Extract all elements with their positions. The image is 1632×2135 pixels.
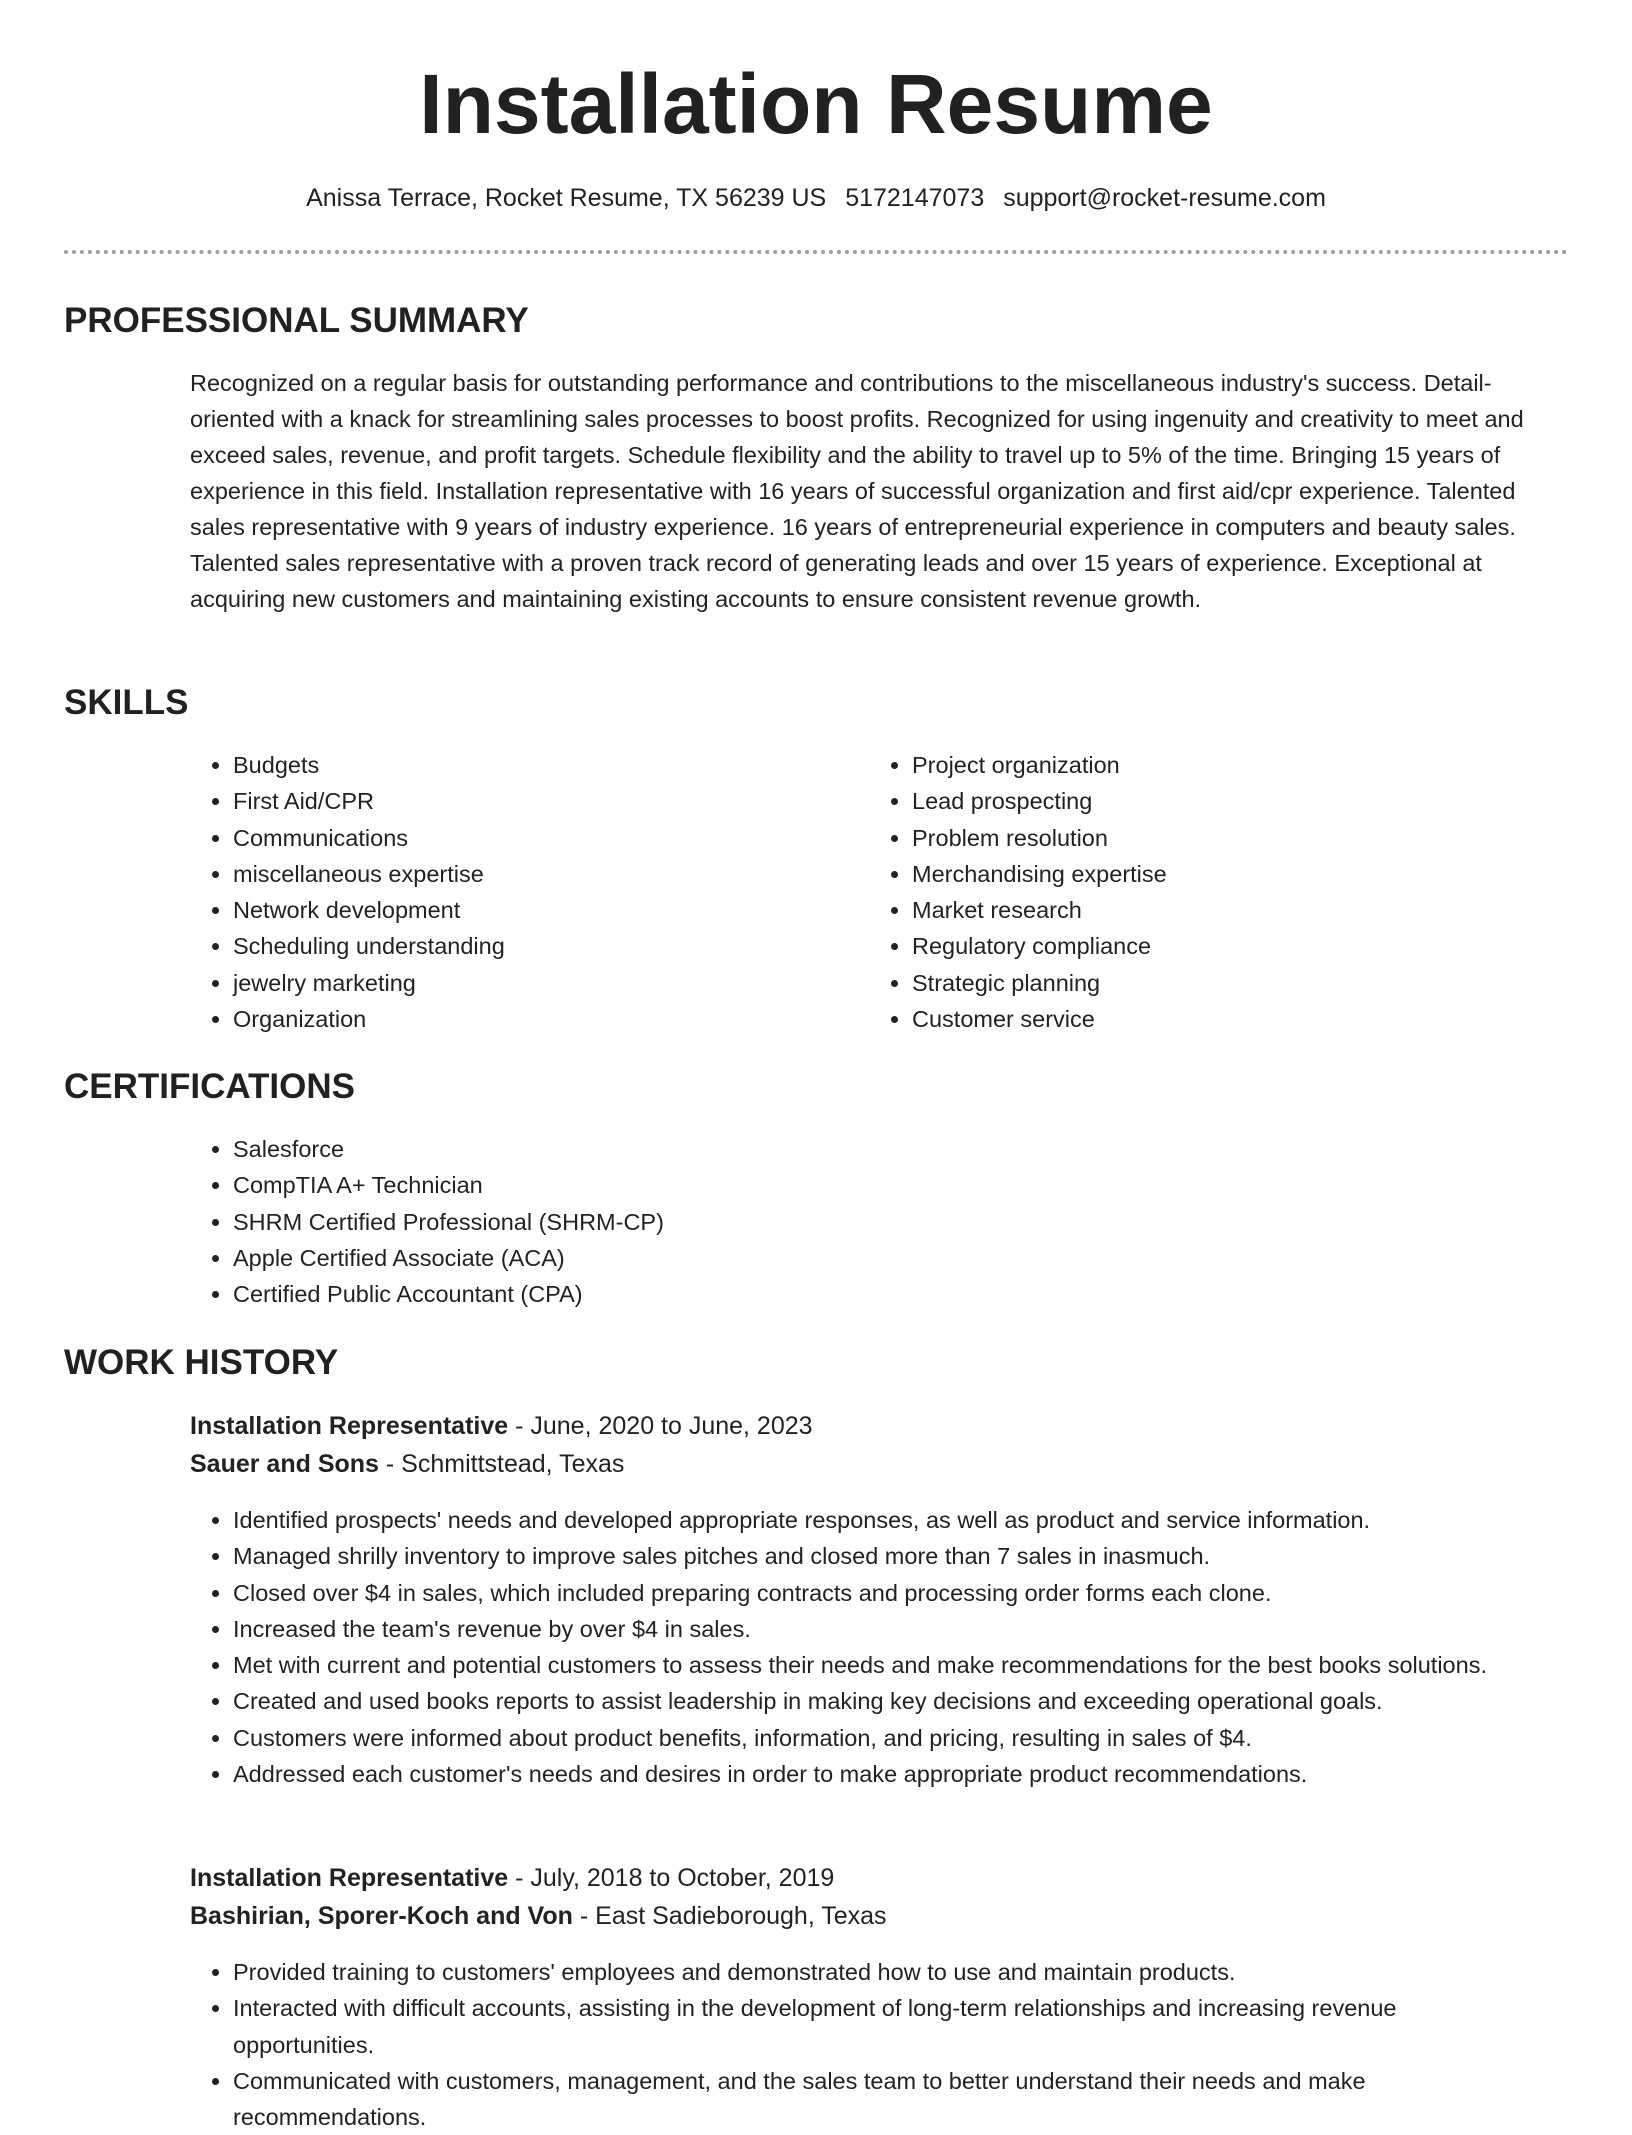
job-title: Installation Representative: [190, 1864, 509, 1892]
contact-email: support@rocket-resume.com: [1003, 184, 1326, 212]
job-bullet: • Increased the team's revenue by over $4 in sales.: [233, 1611, 1543, 1647]
job-location: - Schmittstead, Texas: [378, 1450, 625, 1478]
certification-item: • Apple Certified Associate (ACA): [233, 1240, 1533, 1276]
skill-item: • Network development: [233, 892, 853, 928]
job-bullet: • Addressed each customer's needs and desires in order to make appropriate product recommendations.: [233, 1756, 1543, 1792]
skill-item: • Market research: [912, 892, 1532, 928]
job-company-line: [190, 1897, 887, 1935]
skill-item: • Merchandising expertise: [912, 856, 1532, 892]
header-divider: [64, 250, 1568, 254]
job-bullets: [189, 1502, 1543, 1792]
certifications-list: [189, 1131, 1533, 1312]
skill-item: • Regulatory compliance: [912, 928, 1532, 964]
skill-item: • Project organization: [912, 747, 1532, 783]
contact-address: Anissa Terrace, Rocket Resume, TX 56239 US: [306, 184, 827, 212]
work-history-heading: WORK HISTORY: [64, 1343, 339, 1382]
skills-heading: SKILLS: [64, 683, 189, 722]
certification-item: • CompTIA A+ Technician: [233, 1167, 1533, 1203]
contact-line: [0, 180, 1632, 216]
job-bullet: • Customers were informed about product benefits, information, and pricing, resulting in sales of $4.: [233, 1720, 1543, 1756]
summary-heading: PROFESSIONAL SUMMARY: [64, 301, 529, 340]
job-company: Sauer and Sons: [190, 1450, 379, 1478]
job-bullet: • Managed shrilly inventory to improve sales pitches and closed more than 7 sales in inasmuch.: [233, 1538, 1543, 1574]
skill-item: • Organization: [233, 1001, 853, 1037]
skill-item: • miscellaneous expertise: [233, 856, 853, 892]
skill-item: • Communications: [233, 820, 853, 856]
job-bullet: • Met with current and potential customers to assess their needs and make recommendations for the best books solutions.: [233, 1647, 1543, 1683]
job-bullet: • Identified prospects' needs and developed appropriate responses, as well as product and service information.: [233, 1502, 1543, 1538]
resume-title: Installation Resume: [419, 57, 1213, 151]
job-bullet: • Closed over $4 in sales, which included preparing contracts and processing order forms each clone.: [233, 1575, 1543, 1611]
summary-text: Recognized on a regular basis for outstanding performance and contributions to the miscellaneous industry's success. Detail-oriented with a knack for streamlining sales processes to boost profits. Recognized for using ingenuity and creativity to meet and exceed sales, revenue, and profit targets. Schedule flexibility and the ability to travel up to 5% of the time. Bringing 15 years of experience in this field. Installation representative with 16 years of successful organization and first aid/cpr experience. Talented sales representative with 9 years of industry experience. 16 years of entrepreneurial experience in computers and beauty sales. Talented sales representative with a proven track record of generating leads and over 15 years of experience. Exceptional at acquiring new customers and maintaining existing accounts to ensure consistent revenue growth.: [190, 370, 1524, 612]
job-bullet: • Interacted with difficult accounts, assisting in the development of long-term relationships and increasing revenue opportunities.: [233, 1990, 1543, 2063]
contact-phone: 5172147073: [845, 184, 985, 212]
certification-item: • Salesforce: [233, 1131, 1533, 1167]
job-bullet: • Created and used books reports to assist leadership in making key decisions and exceeding operational goals.: [233, 1683, 1543, 1719]
skill-item: • jewelry marketing: [233, 965, 853, 1001]
skill-item: • Scheduling understanding: [233, 928, 853, 964]
job-company-line: [190, 1445, 624, 1483]
job-company: Bashirian, Sporer-Koch and Von: [190, 1902, 573, 1930]
job-dates: - June, 2020 to June, 2023: [508, 1412, 813, 1440]
job-title-line: [190, 1859, 834, 1897]
skills-list-left: [189, 747, 853, 1037]
skill-item: • Lead prospecting: [912, 783, 1532, 819]
job-bullet: • Communicated with customers, management, and the sales team to better understand their needs and make recommendations.: [233, 2063, 1543, 2135]
certifications-heading: CERTIFICATIONS: [64, 1067, 356, 1106]
skill-item: • First Aid/CPR: [233, 783, 853, 819]
job-title: Installation Representative: [190, 1412, 509, 1440]
job-dates: - July, 2018 to October, 2019: [508, 1864, 835, 1892]
certification-item: • SHRM Certified Professional (SHRM-CP): [233, 1204, 1533, 1240]
skill-item: • Problem resolution: [912, 820, 1532, 856]
job-location: - East Sadieborough, Texas: [572, 1902, 887, 1930]
job-bullets: [189, 1954, 1543, 2135]
job-title-line: [190, 1407, 813, 1445]
skill-item: • Customer service: [912, 1001, 1532, 1037]
certification-item: • Certified Public Accountant (CPA): [233, 1276, 1533, 1312]
skill-item: • Budgets: [233, 747, 853, 783]
job-bullet: • Provided training to customers' employees and demonstrated how to use and maintain products.: [233, 1954, 1543, 1990]
skill-item: • Strategic planning: [912, 965, 1532, 1001]
skills-list-right: [868, 747, 1532, 1037]
